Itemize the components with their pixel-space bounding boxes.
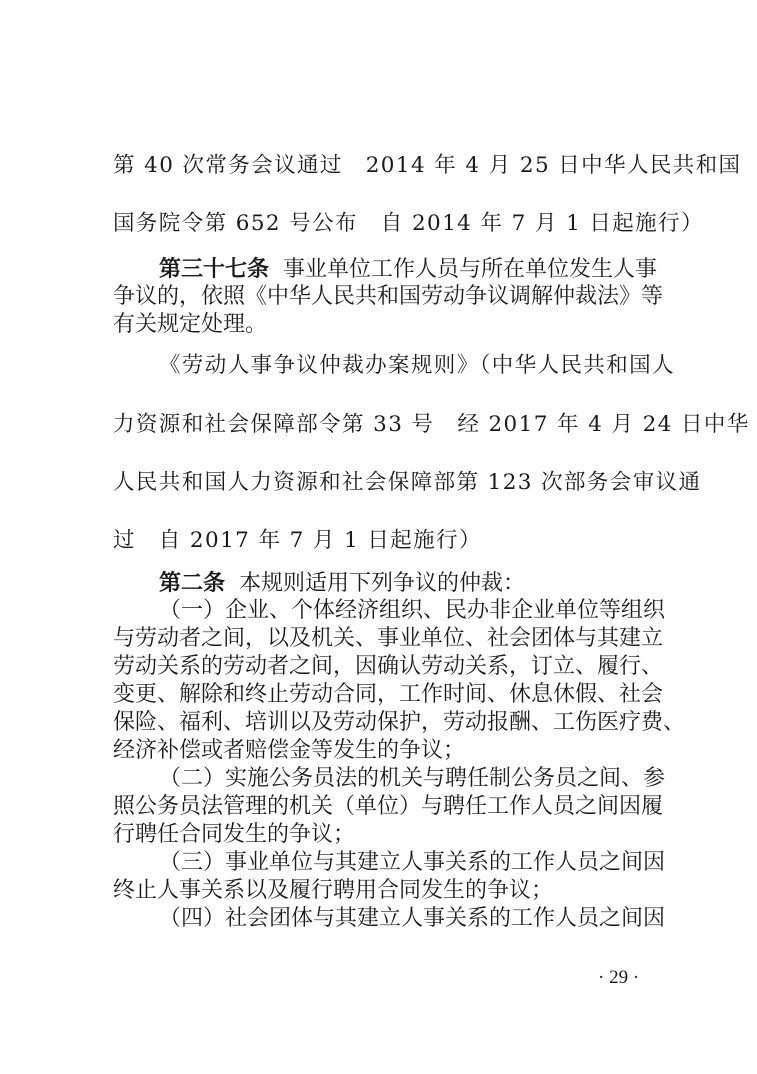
item-1-line-1: （一）企业、个体经济组织、民办非企业单位等组织 bbox=[159, 598, 666, 623]
item-3-line-2: 终止人事关系以及履行聘用合同发生的争议； bbox=[113, 878, 554, 903]
item-1-line-6: 经济补偿或者赔偿金等发生的争议； bbox=[113, 738, 466, 763]
item-2-line-2: 照公务员法管理的机关（单位）与聘任工作人员之间因履 bbox=[113, 794, 664, 819]
item-1-line-3: 劳动关系的劳动者之间，因确认劳动关系，订立、履行、 bbox=[113, 654, 664, 679]
rules-title-line-4: 过 自 2017 年 7 月 1 日起施行） bbox=[113, 528, 482, 553]
item-2-line-1: （二）实施公务员法的机关与聘任制公务员之间、参 bbox=[159, 766, 666, 791]
item-4-line-1: （四）社会团体与其建立人事关系的工作人员之间因 bbox=[159, 906, 666, 931]
article-37-line-2: 争议的，依照《中华人民共和国劳动争议调解仲裁法》等 bbox=[113, 284, 664, 309]
rules-title-line-2: 力资源和社会保障部令第 33 号 经 2017 年 4 月 24 日中华 bbox=[113, 412, 750, 437]
article-37-line-1 bbox=[159, 255, 661, 284]
article-37-label: 第三十七条 bbox=[159, 256, 270, 282]
item-2-line-3: 行聘任合同发生的争议； bbox=[113, 822, 356, 847]
item-1-line-4: 变更、解除和终止劳动合同，工作时间、休息休假、社会 bbox=[113, 682, 664, 707]
article-2-label: 第二条 bbox=[159, 570, 226, 596]
article-2-text-1: 本规则适用下列争议的仲裁： bbox=[239, 571, 526, 596]
rules-title-line-1: 《劳动人事争议仲裁办案规则》（中华人民共和国人 bbox=[159, 353, 675, 378]
rules-title-line-3: 人民共和国人力资源和社会保障部第 123 次部务会审议通 bbox=[113, 470, 702, 495]
article-37-text-1: 事业单位工作人员与所在单位发生人事 bbox=[283, 257, 658, 282]
article-2-line-1 bbox=[159, 569, 661, 598]
item-3-line-1: （三）事业单位与其建立人事关系的工作人员之间因 bbox=[159, 850, 666, 875]
note-line-1: 第 40 次常务会议通过 2014 年 4 月 25 日中华人民共和国 bbox=[113, 153, 742, 178]
item-1-line-2: 与劳动者之间，以及机关、事业单位、社会团体与其建立 bbox=[113, 626, 664, 651]
article-37-line-3: 有关规定处理。 bbox=[113, 312, 268, 337]
item-1-line-5: 保险、福利、培训以及劳动保护，劳动报酬、工伤医疗费、 bbox=[113, 710, 686, 735]
page-number: · 29 · bbox=[598, 967, 640, 988]
note-line-2: 国务院令第 652 号公布 自 2014 年 7 月 1 日起施行） bbox=[113, 211, 704, 236]
